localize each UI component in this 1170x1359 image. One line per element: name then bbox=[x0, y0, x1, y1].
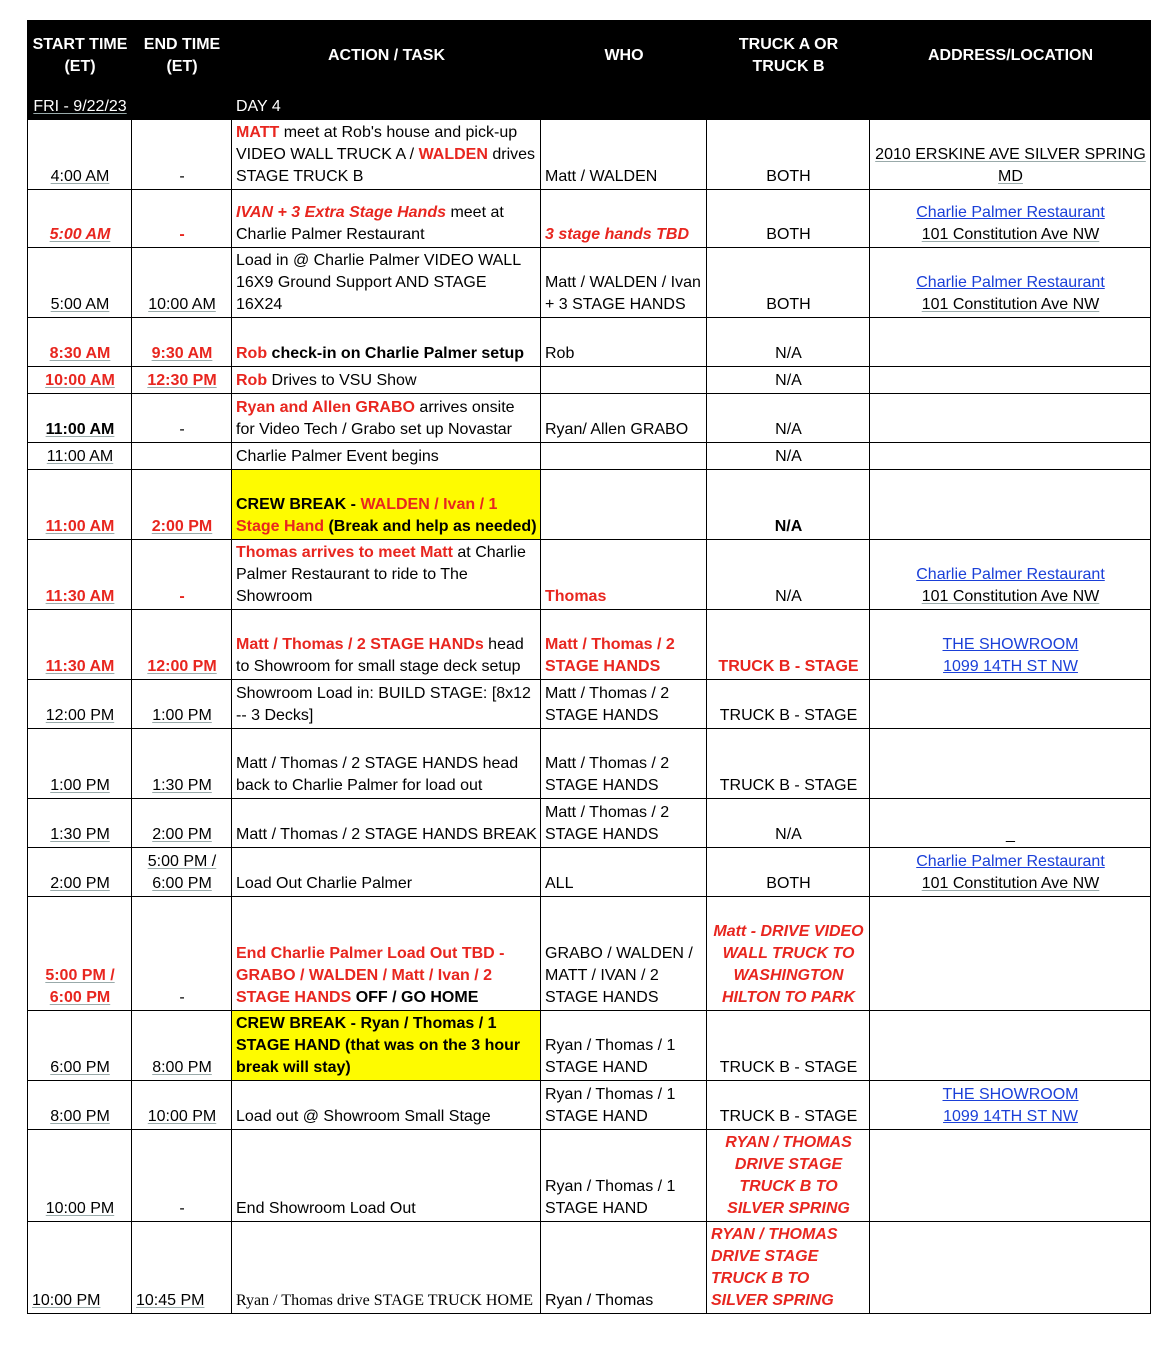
end-time: 8:00 PM bbox=[152, 1059, 212, 1076]
address-cell bbox=[870, 848, 1151, 897]
who-text: Thomas bbox=[545, 588, 607, 605]
table-row bbox=[28, 540, 1151, 610]
action-text: End Showroom Load Out bbox=[236, 1200, 416, 1217]
table-row bbox=[28, 1222, 1151, 1314]
header-who: WHO bbox=[541, 21, 707, 92]
action-text: check-in on Charlie Palmer setup bbox=[267, 345, 525, 362]
address-cell bbox=[870, 367, 1151, 394]
action-text: CREW BREAK - bbox=[236, 496, 361, 513]
action-task-cell bbox=[232, 318, 541, 367]
start-time-cell bbox=[28, 729, 132, 799]
who-text: Matt / WALDEN / Ivan + 3 STAGE HANDS bbox=[545, 274, 701, 313]
action-text: Load in @ Charlie Palmer VIDEO WALL 16X9 Ground Support AND STAGE 16X24 bbox=[236, 252, 521, 313]
start-time: 11:00 AM bbox=[45, 518, 115, 535]
end-time: - bbox=[179, 989, 185, 1006]
header-blank-cell bbox=[870, 92, 1151, 120]
address-cell bbox=[870, 799, 1151, 848]
end-time-cell bbox=[132, 799, 232, 848]
end-time-cell bbox=[132, 540, 232, 610]
end-time-cell bbox=[132, 367, 232, 394]
action-task-cell bbox=[232, 1081, 541, 1130]
table-row bbox=[28, 799, 1151, 848]
truck-cell bbox=[707, 470, 870, 540]
action-text: Drives to VSU Show bbox=[267, 372, 417, 389]
end-time: 1:30 PM bbox=[152, 777, 212, 794]
end-time: 10:45 PM bbox=[136, 1292, 205, 1309]
address-cell bbox=[870, 729, 1151, 799]
start-time: 10:00 AM bbox=[45, 372, 115, 389]
end-time: 10:00 PM bbox=[147, 1108, 217, 1125]
address-link[interactable]: Charlie Palmer Restaurant bbox=[916, 566, 1105, 583]
table-row bbox=[28, 443, 1151, 470]
who-cell bbox=[541, 1081, 707, 1130]
action-task-cell bbox=[232, 540, 541, 610]
table-row bbox=[28, 680, 1151, 729]
action-text: Ryan and Allen GRABO bbox=[236, 399, 415, 416]
truck-cell bbox=[707, 367, 870, 394]
end-time: 12:30 PM bbox=[147, 372, 217, 389]
table-body bbox=[28, 120, 1151, 1314]
truck-cell bbox=[707, 1011, 870, 1081]
who-cell bbox=[541, 367, 707, 394]
address-text: 2010 ERSKINE AVE SILVER SPRING MD bbox=[875, 146, 1146, 185]
table-row bbox=[28, 470, 1151, 540]
who-text: 3 stage hands TBD bbox=[545, 226, 690, 243]
start-time: 5:00 PM / 6:00 PM bbox=[45, 967, 115, 1006]
who-cell bbox=[541, 1130, 707, 1222]
start-time-cell bbox=[28, 367, 132, 394]
header-date bbox=[28, 92, 132, 120]
header-day-label: DAY 4 bbox=[232, 92, 541, 120]
who-cell bbox=[541, 1011, 707, 1081]
who-text: Ryan / Thomas / 1 STAGE HAND bbox=[545, 1037, 676, 1076]
action-text: head to Showroom for small stage deck setup bbox=[236, 636, 524, 675]
action-text: (Break and help as needed) bbox=[324, 518, 537, 535]
start-time: 11:00 AM bbox=[45, 421, 115, 438]
address-cell bbox=[870, 394, 1151, 443]
truck-text: N/A bbox=[775, 421, 802, 438]
who-text: Ryan/ Allen GRABO bbox=[545, 421, 689, 438]
truck-cell bbox=[707, 394, 870, 443]
action-text: Matt / Thomas / 2 STAGE HANDS head back to Charlie Palmer for load out bbox=[236, 755, 519, 794]
start-time-cell bbox=[28, 1011, 132, 1081]
address-cell bbox=[870, 248, 1151, 318]
end-time: 5:00 PM / 6:00 PM bbox=[147, 853, 217, 892]
end-time-cell bbox=[132, 680, 232, 729]
end-time-cell bbox=[132, 318, 232, 367]
action-task-cell bbox=[232, 248, 541, 318]
truck-cell bbox=[707, 248, 870, 318]
end-time-cell bbox=[132, 120, 232, 190]
truck-cell bbox=[707, 318, 870, 367]
start-time: 5:00 AM bbox=[50, 296, 110, 313]
start-time: 1:00 PM bbox=[50, 777, 110, 794]
action-task-cell bbox=[232, 443, 541, 470]
start-time: 1:30 PM bbox=[50, 826, 110, 843]
truck-text: TRUCK B - STAGE bbox=[719, 1108, 858, 1125]
truck-text: TRUCK B - STAGE bbox=[719, 777, 858, 794]
address-text: 101 Constitution Ave NW bbox=[921, 226, 1100, 243]
truck-text: TRUCK B - STAGE bbox=[719, 1059, 858, 1076]
address-cell bbox=[870, 1081, 1151, 1130]
who-text: Ryan / Thomas / 1 STAGE HAND bbox=[545, 1086, 676, 1125]
truck-text: RYAN / THOMAS DRIVE STAGE TRUCK B TO SILVER SPRING bbox=[711, 1226, 838, 1309]
action-text: CREW BREAK - Ryan / Thomas / 1 STAGE HAND (that was on the 3 hour break will stay) bbox=[236, 1015, 521, 1076]
truck-text: N/A bbox=[774, 518, 803, 535]
table-row bbox=[28, 190, 1151, 248]
who-cell bbox=[541, 848, 707, 897]
header-blank-cell bbox=[132, 92, 232, 120]
action-task-cell bbox=[232, 1222, 541, 1314]
truck-text: N/A bbox=[775, 345, 802, 362]
header-blank-cell bbox=[541, 92, 707, 120]
who-text: GRABO / WALDEN / MATT / IVAN / 2 STAGE HANDS bbox=[545, 945, 693, 1006]
action-text: OFF / GO HOME bbox=[351, 989, 479, 1006]
action-text: Thomas arrives to meet Matt bbox=[236, 544, 453, 561]
who-cell bbox=[541, 248, 707, 318]
table-row bbox=[28, 318, 1151, 367]
header-action-task: ACTION / TASK bbox=[232, 21, 541, 92]
who-text: Matt / Thomas / 2 STAGE HANDS bbox=[545, 755, 670, 794]
start-time: 8:00 PM bbox=[50, 1108, 110, 1125]
truck-text: BOTH bbox=[766, 296, 811, 313]
action-text: Matt / Thomas / 2 STAGE HANDs bbox=[236, 636, 484, 653]
address-cell bbox=[870, 443, 1151, 470]
start-time-cell bbox=[28, 394, 132, 443]
end-time-cell bbox=[132, 1081, 232, 1130]
truck-text: N/A bbox=[775, 826, 802, 843]
address-cell bbox=[870, 1130, 1151, 1222]
end-time: 2:00 PM bbox=[151, 518, 213, 535]
action-text: Matt / Thomas / 2 STAGE HANDS BREAK bbox=[236, 826, 537, 843]
table-row bbox=[28, 1130, 1151, 1222]
start-time-cell bbox=[28, 540, 132, 610]
address-link[interactable]: 1099 14TH ST NW bbox=[943, 1108, 1078, 1125]
end-time: - bbox=[179, 226, 185, 243]
address-cell bbox=[870, 897, 1151, 1011]
action-text: Load out @ Showroom Small Stage bbox=[236, 1108, 491, 1125]
truck-text: BOTH bbox=[766, 875, 811, 892]
address-cell bbox=[870, 1011, 1151, 1081]
action-text: drives STAGE TRUCK B bbox=[236, 146, 536, 185]
header-truck: TRUCK A OR TRUCK B bbox=[707, 21, 870, 92]
schedule-table bbox=[27, 20, 1151, 1314]
action-task-cell bbox=[232, 897, 541, 1011]
action-text: Rob bbox=[236, 345, 268, 362]
start-time: 10:00 PM bbox=[32, 1292, 101, 1309]
end-time: 2:00 PM bbox=[152, 826, 212, 843]
end-time-cell bbox=[132, 610, 232, 680]
action-text: Charlie Palmer Event begins bbox=[236, 448, 439, 465]
table-row bbox=[28, 729, 1151, 799]
start-time: 10:00 PM bbox=[45, 1200, 115, 1217]
truck-text: Matt - DRIVE VIDEO WALL TRUCK TO WASHINGTON HILTON TO PARK bbox=[713, 923, 864, 1006]
end-time-cell bbox=[132, 848, 232, 897]
truck-cell bbox=[707, 897, 870, 1011]
end-time: - bbox=[179, 421, 185, 438]
start-time-cell bbox=[28, 848, 132, 897]
truck-text: TRUCK B - STAGE bbox=[718, 658, 859, 675]
start-time-cell bbox=[28, 120, 132, 190]
start-time: 12:00 PM bbox=[45, 707, 115, 724]
header-address: ADDRESS/LOCATION bbox=[870, 21, 1151, 92]
header-end-time: END TIME (ET) bbox=[132, 21, 232, 92]
action-text: meet at Charlie Palmer Restaurant bbox=[236, 204, 504, 243]
action-task-cell bbox=[232, 394, 541, 443]
start-time: 4:00 AM bbox=[50, 168, 110, 185]
start-time-cell bbox=[28, 470, 132, 540]
start-time: 11:00 AM bbox=[46, 448, 114, 465]
who-cell bbox=[541, 610, 707, 680]
address-cell bbox=[870, 540, 1151, 610]
action-text: WALDEN bbox=[418, 146, 488, 163]
who-text: Ryan / Thomas bbox=[545, 1292, 654, 1309]
start-time: 6:00 PM bbox=[50, 1059, 110, 1076]
start-time-cell bbox=[28, 1130, 132, 1222]
end-time-cell bbox=[132, 394, 232, 443]
table-header bbox=[28, 21, 1151, 120]
who-text: Ryan / Thomas / 1 STAGE HAND bbox=[545, 1178, 676, 1217]
address-link[interactable]: 1099 14TH ST NW bbox=[943, 658, 1078, 675]
action-task-cell bbox=[232, 190, 541, 248]
address-cell bbox=[870, 680, 1151, 729]
end-time: 10:00 AM bbox=[148, 296, 216, 313]
start-time-cell bbox=[28, 190, 132, 248]
address-link[interactable]: Charlie Palmer Restaurant bbox=[916, 853, 1105, 870]
who-cell bbox=[541, 540, 707, 610]
action-task-cell bbox=[232, 367, 541, 394]
start-time-cell bbox=[28, 318, 132, 367]
truck-text: N/A bbox=[775, 372, 802, 389]
end-time: 1:00 PM bbox=[152, 707, 212, 724]
action-task-cell bbox=[232, 680, 541, 729]
end-time: - bbox=[179, 1200, 185, 1217]
table-row bbox=[28, 367, 1151, 394]
truck-cell bbox=[707, 848, 870, 897]
action-text: MATT bbox=[236, 124, 280, 141]
address-text: 101 Constitution Ave NW bbox=[921, 875, 1100, 892]
truck-cell bbox=[707, 190, 870, 248]
who-text: Rob bbox=[545, 345, 575, 362]
action-text: Showroom Load in: BUILD STAGE: [8x12 -- 3 Decks] bbox=[236, 685, 531, 724]
truck-cell bbox=[707, 729, 870, 799]
end-time: - bbox=[179, 588, 185, 605]
who-cell bbox=[541, 799, 707, 848]
address-text: 101 Constitution Ave NW bbox=[921, 588, 1100, 605]
who-cell bbox=[541, 729, 707, 799]
truck-cell bbox=[707, 1222, 870, 1314]
address-link[interactable]: Charlie Palmer Restaurant bbox=[916, 204, 1105, 221]
end-time: 12:00 PM bbox=[147, 658, 217, 675]
who-text: ALL bbox=[545, 875, 574, 892]
truck-cell bbox=[707, 680, 870, 729]
action-text: WALDEN / Ivan / 1 Stage Hand bbox=[236, 496, 498, 535]
table-row bbox=[28, 248, 1151, 318]
who-cell bbox=[541, 680, 707, 729]
start-time: 5:00 AM bbox=[49, 226, 111, 243]
who-cell bbox=[541, 394, 707, 443]
action-text: arrives onsite for Video Tech / Grabo set up Novastar bbox=[236, 399, 515, 438]
end-time-cell bbox=[132, 1130, 232, 1222]
table-row bbox=[28, 897, 1151, 1011]
address-link[interactable]: THE SHOWROOM bbox=[942, 636, 1079, 653]
who-cell bbox=[541, 897, 707, 1011]
who-cell bbox=[541, 190, 707, 248]
action-text: meet at Rob's house and pick-up VIDEO WALL TRUCK A / bbox=[236, 124, 518, 163]
end-time-cell bbox=[132, 248, 232, 318]
action-task-cell bbox=[232, 729, 541, 799]
address-cell bbox=[870, 470, 1151, 540]
who-text: Matt / WALDEN bbox=[545, 168, 658, 185]
truck-text: N/A bbox=[775, 588, 802, 605]
address-cell bbox=[870, 1222, 1151, 1314]
address-cell bbox=[870, 120, 1151, 190]
table-row bbox=[28, 1011, 1151, 1081]
who-text: Matt / Thomas / 2 STAGE HANDS bbox=[545, 804, 670, 843]
who-cell bbox=[541, 120, 707, 190]
truck-cell bbox=[707, 443, 870, 470]
who-cell bbox=[541, 1222, 707, 1314]
action-text: at Charlie Palmer Restaurant to ride to The Showroom bbox=[236, 544, 526, 605]
end-time-cell bbox=[132, 1222, 232, 1314]
start-time: 11:30 AM bbox=[45, 588, 115, 605]
start-time: 2:00 PM bbox=[50, 875, 110, 892]
address-cell bbox=[870, 610, 1151, 680]
address-link[interactable]: THE SHOWROOM bbox=[942, 1086, 1079, 1103]
truck-cell bbox=[707, 1130, 870, 1222]
start-time-cell bbox=[28, 1222, 132, 1314]
header-blank-cell bbox=[707, 92, 870, 120]
action-task-cell bbox=[232, 848, 541, 897]
truck-cell bbox=[707, 799, 870, 848]
address-link[interactable]: Charlie Palmer Restaurant bbox=[916, 274, 1105, 291]
start-time-cell bbox=[28, 248, 132, 318]
action-text: Rob bbox=[236, 372, 268, 389]
truck-text: RYAN / THOMAS DRIVE STAGE TRUCK B TO SILVER SPRING bbox=[725, 1134, 852, 1217]
truck-cell bbox=[707, 120, 870, 190]
address-text: _ bbox=[1006, 826, 1015, 843]
end-time-cell bbox=[132, 1011, 232, 1081]
start-time-cell bbox=[28, 897, 132, 1011]
truck-text: N/A bbox=[775, 448, 802, 465]
truck-cell bbox=[707, 1081, 870, 1130]
end-time: 9:30 AM bbox=[151, 345, 213, 362]
action-text: Load Out Charlie Palmer bbox=[236, 875, 413, 892]
start-time: 11:30 AM bbox=[45, 658, 115, 675]
end-time: - bbox=[179, 168, 185, 185]
table-row bbox=[28, 394, 1151, 443]
start-time: 8:30 AM bbox=[49, 345, 111, 362]
end-time-cell bbox=[132, 729, 232, 799]
action-text: IVAN + 3 Extra Stage Hands bbox=[236, 204, 446, 221]
end-time-cell bbox=[132, 190, 232, 248]
table-row bbox=[28, 120, 1151, 190]
end-time-cell bbox=[132, 470, 232, 540]
action-task-cell bbox=[232, 1011, 541, 1081]
start-time-cell bbox=[28, 443, 132, 470]
who-text: Matt / Thomas / 2 STAGE HANDS bbox=[545, 685, 670, 724]
end-time-cell bbox=[132, 443, 232, 470]
truck-text: BOTH bbox=[766, 168, 811, 185]
action-task-cell bbox=[232, 799, 541, 848]
action-task-cell bbox=[232, 1130, 541, 1222]
start-time-cell bbox=[28, 799, 132, 848]
action-text: Ryan / Thomas drive STAGE TRUCK HOME bbox=[236, 1292, 534, 1309]
end-time-cell bbox=[132, 897, 232, 1011]
truck-cell bbox=[707, 610, 870, 680]
action-task-cell bbox=[232, 610, 541, 680]
address-cell bbox=[870, 190, 1151, 248]
truck-text: TRUCK B - STAGE bbox=[719, 707, 858, 724]
who-text: Matt / Thomas / 2 STAGE HANDS bbox=[545, 636, 675, 675]
table-row bbox=[28, 848, 1151, 897]
action-task-cell bbox=[232, 120, 541, 190]
who-cell bbox=[541, 470, 707, 540]
start-time-cell bbox=[28, 1081, 132, 1130]
who-cell bbox=[541, 443, 707, 470]
who-cell bbox=[541, 318, 707, 367]
truck-cell bbox=[707, 540, 870, 610]
action-task-cell bbox=[232, 470, 541, 540]
header-date-text: FRI - 9/22/23 bbox=[33, 98, 127, 115]
start-time-cell bbox=[28, 610, 132, 680]
action-text: End Charlie Palmer Load Out TBD - GRABO / WALDEN / Matt / Ivan / 2 STAGE HANDS bbox=[236, 945, 505, 1006]
address-cell bbox=[870, 318, 1151, 367]
table-row bbox=[28, 610, 1151, 680]
truck-text: BOTH bbox=[766, 226, 811, 243]
start-time-cell bbox=[28, 680, 132, 729]
address-text: 101 Constitution Ave NW bbox=[921, 296, 1100, 313]
table-row bbox=[28, 1081, 1151, 1130]
header-start-time: START TIME (ET) bbox=[28, 21, 132, 92]
